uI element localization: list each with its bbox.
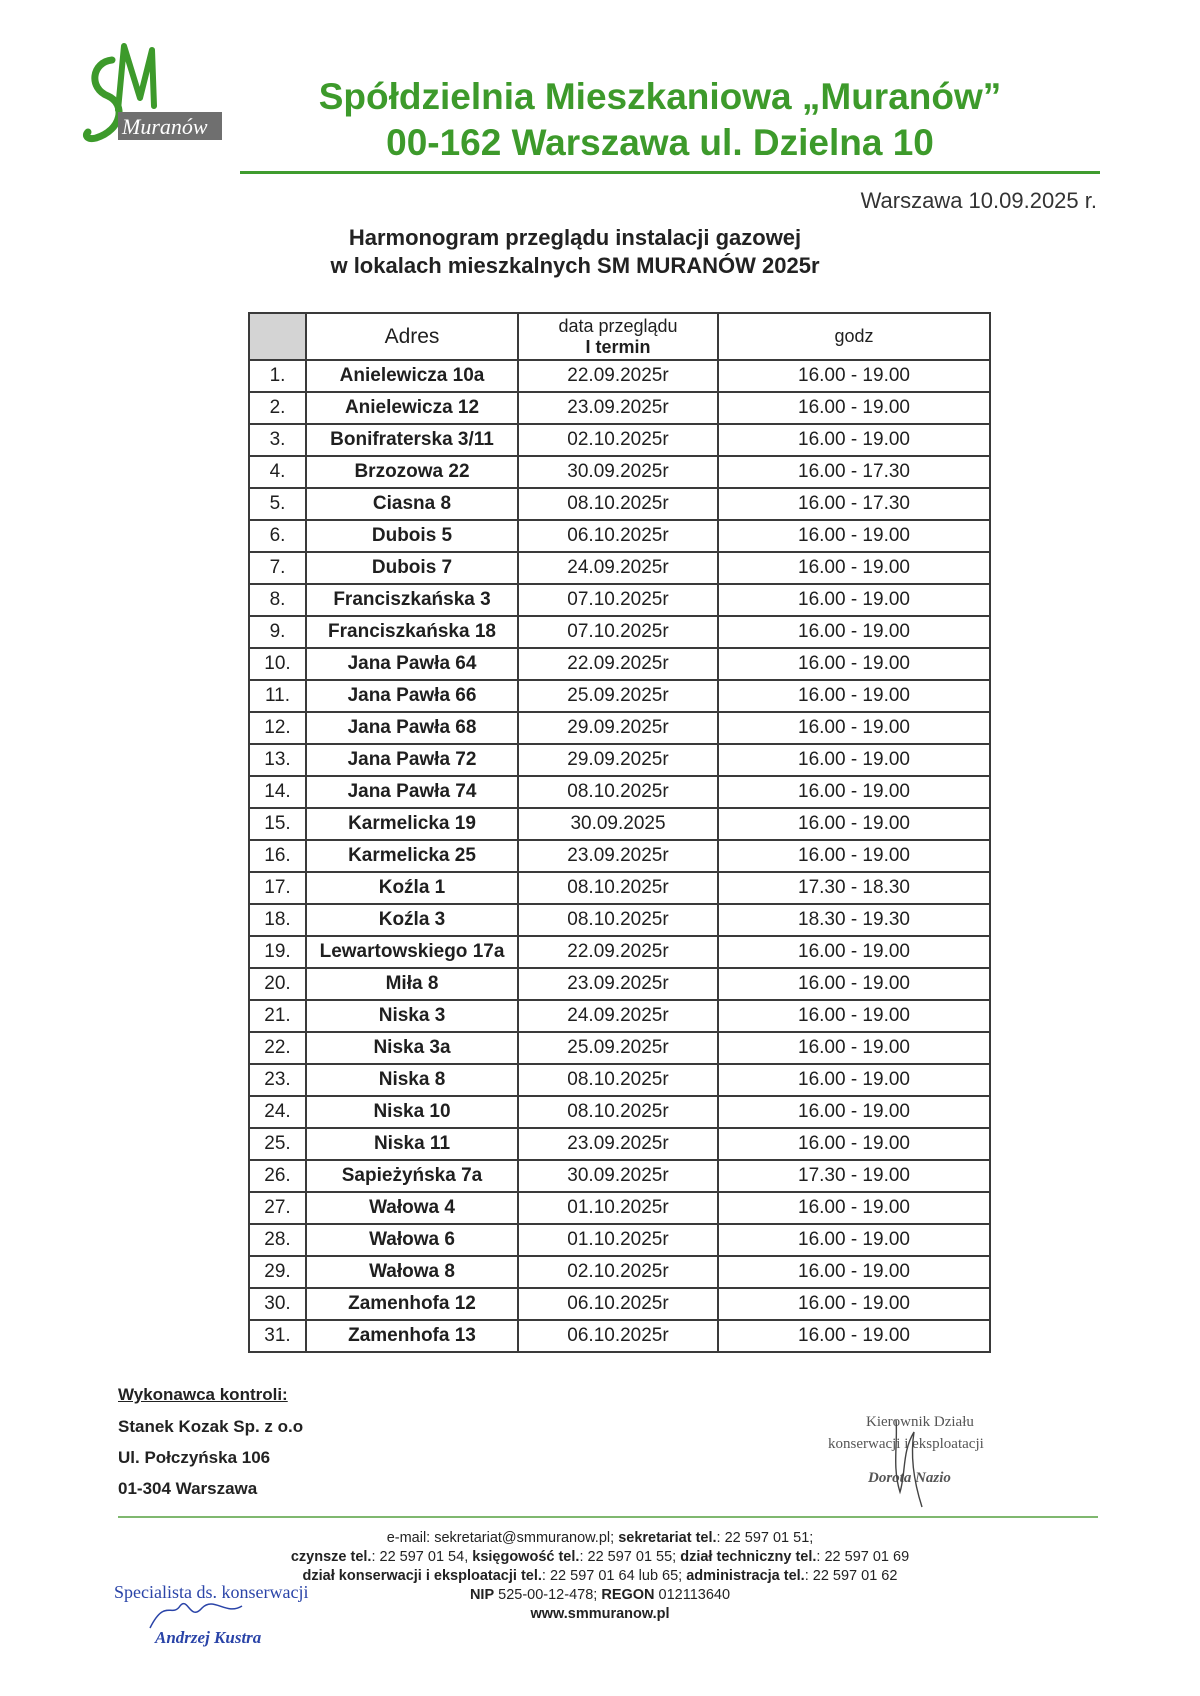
row-hours: 16.00 - 19.00 (718, 712, 990, 744)
row-address: Wałowa 4 (306, 1192, 518, 1224)
row-number: 26. (249, 1160, 306, 1192)
row-date: 25.09.2025r (518, 1032, 718, 1064)
row-date: 06.10.2025r (518, 1288, 718, 1320)
manager-stamp-title: Kierownik Działu (866, 1414, 974, 1430)
footer-czynsze-phone: 22 597 01 54 (379, 1549, 465, 1565)
row-date: 08.10.2025r (518, 488, 718, 520)
row-date: 08.10.2025r (518, 1064, 718, 1096)
row-date: 29.09.2025r (518, 744, 718, 776)
organization-address: 00-162 Warszawa ul. Dzielna 10 (386, 122, 934, 163)
row-hours: 16.00 - 19.00 (718, 808, 990, 840)
footer-nip-label: NIP (469, 1587, 495, 1603)
table-row (249, 392, 990, 424)
row-hours: 16.00 - 17.30 (718, 488, 990, 520)
row-date: 02.10.2025r (518, 1256, 718, 1288)
header-divider (240, 171, 1100, 174)
row-address: Lewartowskiego 17a (306, 936, 518, 968)
row-address: Brzozowa 22 (306, 456, 518, 488)
table-row (249, 936, 990, 968)
row-address: Koźla 3 (306, 904, 518, 936)
row-date: 08.10.2025r (518, 904, 718, 936)
row-number: 25. (249, 1128, 306, 1160)
row-number: 23. (249, 1064, 306, 1096)
table-row (249, 680, 990, 712)
table-row (249, 1288, 990, 1320)
specialist-signature-icon (110, 1578, 330, 1658)
row-address: Karmelicka 19 (306, 808, 518, 840)
row-hours: 16.00 - 17.30 (718, 456, 990, 488)
row-hours: 16.00 - 19.00 (718, 1320, 990, 1352)
footer-divider (118, 1516, 1098, 1518)
footer-ksiegowosc-phone: 22 597 01 55 (587, 1549, 673, 1565)
logo-text: Muranów (122, 114, 208, 139)
row-number: 3. (249, 424, 306, 456)
table-row (249, 1064, 990, 1096)
row-address: Wałowa 6 (306, 1224, 518, 1256)
row-date: 02.10.2025r (518, 424, 718, 456)
row-number: 30. (249, 1288, 306, 1320)
row-address: Miła 8 (306, 968, 518, 1000)
footer-sekretariat-label: sekretariat tel. (618, 1530, 717, 1546)
row-date: 30.09.2025r (518, 456, 718, 488)
row-address: Niska 11 (306, 1128, 518, 1160)
table-row (249, 1000, 990, 1032)
footer-administracja-phone: 22 597 01 62 (812, 1568, 898, 1584)
row-address: Niska 3a (306, 1032, 518, 1064)
table-row (249, 776, 990, 808)
row-hours: 16.00 - 19.00 (718, 1224, 990, 1256)
row-date: 29.09.2025r (518, 712, 718, 744)
row-date: 06.10.2025r (518, 1320, 718, 1352)
row-number: 7. (249, 552, 306, 584)
row-number: 16. (249, 840, 306, 872)
footer-regon: 012113640 (658, 1587, 731, 1603)
row-address: Jana Pawła 64 (306, 648, 518, 680)
document-date: Warszawa 10.09.2025 r. (860, 188, 1097, 213)
row-number: 20. (249, 968, 306, 1000)
row-date: 08.10.2025r (518, 872, 718, 904)
table-row (249, 360, 990, 392)
header-date (518, 313, 718, 360)
row-number: 27. (249, 1192, 306, 1224)
footer-contact-line-3: dział konserwacji i eksploatacji tel.: 22 597 01 64 lub 65; administracja tel.: 22 597 01 62 (302, 1568, 898, 1584)
footer-sekretariat-phone: 22 597 01 51 (724, 1530, 810, 1546)
row-date: 08.10.2025r (518, 776, 718, 808)
row-hours: 16.00 - 19.00 (718, 936, 990, 968)
row-date: 23.09.2025r (518, 840, 718, 872)
specialist-stamp (110, 1578, 330, 1658)
row-date: 23.09.2025r (518, 968, 718, 1000)
organization-name: Spółdzielnia Mieszkaniowa „Muranów” (318, 76, 1002, 117)
row-address: Niska 3 (306, 1000, 518, 1032)
row-date: 23.09.2025r (518, 1128, 718, 1160)
row-date: 01.10.2025r (518, 1224, 718, 1256)
table-row (249, 1224, 990, 1256)
table-row (249, 456, 990, 488)
row-hours: 16.00 - 19.00 (718, 840, 990, 872)
row-hours: 16.00 - 19.00 (718, 424, 990, 456)
row-hours: 17.30 - 18.30 (718, 872, 990, 904)
footer-email-label: e-mail (386, 1530, 427, 1546)
header-date-line2: I termin (585, 336, 651, 357)
header-corner-cell (249, 313, 306, 360)
row-address: Anielewicza 10a (306, 360, 518, 392)
row-hours: 16.00 - 19.00 (718, 968, 990, 1000)
document-subtitle: w lokalach mieszkalnych SM MURANÓW 2025r (330, 253, 820, 278)
row-date: 30.09.2025 (518, 808, 718, 840)
row-number: 28. (249, 1224, 306, 1256)
table-header-row (249, 313, 990, 360)
row-number: 1. (249, 360, 306, 392)
table-row (249, 1032, 990, 1064)
row-number: 21. (249, 1000, 306, 1032)
table-row (249, 904, 990, 936)
row-address: Dubois 5 (306, 520, 518, 552)
contractor-city: 01-304 Warszawa (118, 1479, 258, 1498)
table-row (249, 1256, 990, 1288)
row-number: 17. (249, 872, 306, 904)
row-address: Niska 10 (306, 1096, 518, 1128)
row-hours: 16.00 - 19.00 (718, 1192, 990, 1224)
table-row (249, 968, 990, 1000)
row-number: 11. (249, 680, 306, 712)
footer-administracja-label: administracja tel. (686, 1568, 805, 1584)
row-address: Zamenhofa 13 (306, 1320, 518, 1352)
row-hours: 16.00 - 19.00 (718, 1064, 990, 1096)
row-date: 06.10.2025r (518, 520, 718, 552)
row-address: Jana Pawła 68 (306, 712, 518, 744)
footer-website[interactable]: www.smmuranow.pl (530, 1606, 670, 1622)
row-hours: 16.00 - 19.00 (718, 552, 990, 584)
row-number: 31. (249, 1320, 306, 1352)
row-hours: 16.00 - 19.00 (718, 776, 990, 808)
row-number: 13. (249, 744, 306, 776)
table-row (249, 552, 990, 584)
schedule-table (248, 312, 991, 1353)
row-date: 22.09.2025r (518, 360, 718, 392)
footer-regon-label: REGON (601, 1587, 655, 1603)
contractor-street: Ul. Połczyńska 106 (118, 1448, 271, 1467)
document-title: Harmonogram przeglądu instalacji gazowej (348, 225, 802, 250)
row-number: 6. (249, 520, 306, 552)
row-number: 29. (249, 1256, 306, 1288)
row-address: Jana Pawła 72 (306, 744, 518, 776)
row-hours: 16.00 - 19.00 (718, 1032, 990, 1064)
row-number: 4. (249, 456, 306, 488)
row-address: Anielewicza 12 (306, 392, 518, 424)
row-hours: 16.00 - 19.00 (718, 1256, 990, 1288)
table-row (249, 1160, 990, 1192)
row-number: 24. (249, 1096, 306, 1128)
row-date: 07.10.2025r (518, 584, 718, 616)
row-address: Ciasna 8 (306, 488, 518, 520)
row-hours: 18.30 - 19.30 (718, 904, 990, 936)
footer-nip: 525-00-12-478 (498, 1587, 594, 1603)
row-address: Niska 8 (306, 1064, 518, 1096)
row-date: 23.09.2025r (518, 392, 718, 424)
table-row (249, 1192, 990, 1224)
row-hours: 16.00 - 19.00 (718, 584, 990, 616)
row-address: Bonifraterska 3/11 (306, 424, 518, 456)
row-date: 22.09.2025r (518, 936, 718, 968)
row-date: 01.10.2025r (518, 1192, 718, 1224)
footer-ksiegowosc-label: księgowość tel. (472, 1549, 580, 1565)
row-date: 24.09.2025r (518, 552, 718, 584)
manager-signature-icon (818, 1412, 1008, 1512)
row-hours: 16.00 - 19.00 (718, 1096, 990, 1128)
footer-czynsze-label: czynsze tel. (290, 1549, 372, 1565)
table-row (249, 520, 990, 552)
manager-stamp (818, 1412, 1008, 1512)
row-number: 10. (249, 648, 306, 680)
table-row (249, 616, 990, 648)
manager-stamp-name: Dorota Nazio (868, 1470, 951, 1486)
footer-konserwacji-phone: 22 597 01 64 lub 65 (549, 1568, 679, 1584)
row-address: Franciszkańska 18 (306, 616, 518, 648)
row-number: 18. (249, 904, 306, 936)
table-row (249, 808, 990, 840)
row-address: Dubois 7 (306, 552, 518, 584)
footer-registry-line: NIP 525-00-12-478; REGON 012113640 (469, 1587, 731, 1603)
table-row (249, 744, 990, 776)
table-row (249, 584, 990, 616)
row-hours: 17.30 - 19.00 (718, 1160, 990, 1192)
row-date: 22.09.2025r (518, 648, 718, 680)
row-hours: 16.00 - 19.00 (718, 1000, 990, 1032)
row-number: 8. (249, 584, 306, 616)
row-date: 30.09.2025r (518, 1160, 718, 1192)
table-row (249, 1320, 990, 1352)
row-date: 24.09.2025r (518, 1000, 718, 1032)
row-number: 14. (249, 776, 306, 808)
table-row (249, 1096, 990, 1128)
header-hours: godz (718, 313, 990, 360)
header-date-line1: data przeglądu (558, 315, 678, 336)
footer-techniczny-label: dział techniczny tel. (680, 1549, 817, 1565)
row-address: Jana Pawła 66 (306, 680, 518, 712)
row-number: 22. (249, 1032, 306, 1064)
row-date: 08.10.2025r (518, 1096, 718, 1128)
table-row (249, 872, 990, 904)
table-row (249, 1128, 990, 1160)
row-address: Koźla 1 (306, 872, 518, 904)
row-hours: 16.00 - 19.00 (718, 1128, 990, 1160)
table-row (249, 648, 990, 680)
table-row (249, 840, 990, 872)
specialist-stamp-name: Andrzej Kustra (155, 1628, 262, 1647)
footer-contact-line-1: e-mail: sekretariat@smmuranow.pl; sekretariat tel.: 22 597 01 51; (386, 1530, 814, 1546)
row-number: 2. (249, 392, 306, 424)
row-address: Franciszkańska 3 (306, 584, 518, 616)
header-address: Adres (306, 313, 518, 360)
manager-stamp-department: konserwacji i eksploatacji (828, 1436, 984, 1452)
specialist-stamp-title: Specialista ds. konserwacji (114, 1582, 309, 1602)
row-hours: 16.00 - 19.00 (718, 616, 990, 648)
footer-email[interactable]: sekretariat@smmuranow.pl (434, 1530, 611, 1546)
row-address: Zamenhofa 12 (306, 1288, 518, 1320)
row-hours: 16.00 - 19.00 (718, 360, 990, 392)
row-hours: 16.00 - 19.00 (718, 744, 990, 776)
row-address: Wałowa 8 (306, 1256, 518, 1288)
footer-contact-line-2: czynsze tel.: 22 597 01 54, księgowość tel.: 22 597 01 55; dział techniczny tel.: 22 597 01 69 (290, 1549, 910, 1565)
row-hours: 16.00 - 19.00 (718, 1288, 990, 1320)
row-date: 25.09.2025r (518, 680, 718, 712)
row-hours: 16.00 - 19.00 (718, 392, 990, 424)
row-hours: 16.00 - 19.00 (718, 680, 990, 712)
table-row (249, 712, 990, 744)
table-row (249, 488, 990, 520)
row-hours: 16.00 - 19.00 (718, 648, 990, 680)
table-row (249, 424, 990, 456)
row-number: 12. (249, 712, 306, 744)
footer-techniczny-phone: 22 597 01 69 (824, 1549, 910, 1565)
contractor-name: Stanek Kozak Sp. z o.o (118, 1417, 304, 1436)
row-address: Karmelicka 25 (306, 840, 518, 872)
row-address: Sapieżyńska 7a (306, 1160, 518, 1192)
footer-konserwacji-label: dział konserwacji i eksploatacji tel. (302, 1568, 542, 1584)
row-address: Jana Pawła 74 (306, 776, 518, 808)
contractor-label: Wykonawca kontroli: (118, 1385, 288, 1404)
row-number: 19. (249, 936, 306, 968)
row-number: 9. (249, 616, 306, 648)
row-hours: 16.00 - 19.00 (718, 520, 990, 552)
row-number: 5. (249, 488, 306, 520)
row-number: 15. (249, 808, 306, 840)
row-date: 07.10.2025r (518, 616, 718, 648)
